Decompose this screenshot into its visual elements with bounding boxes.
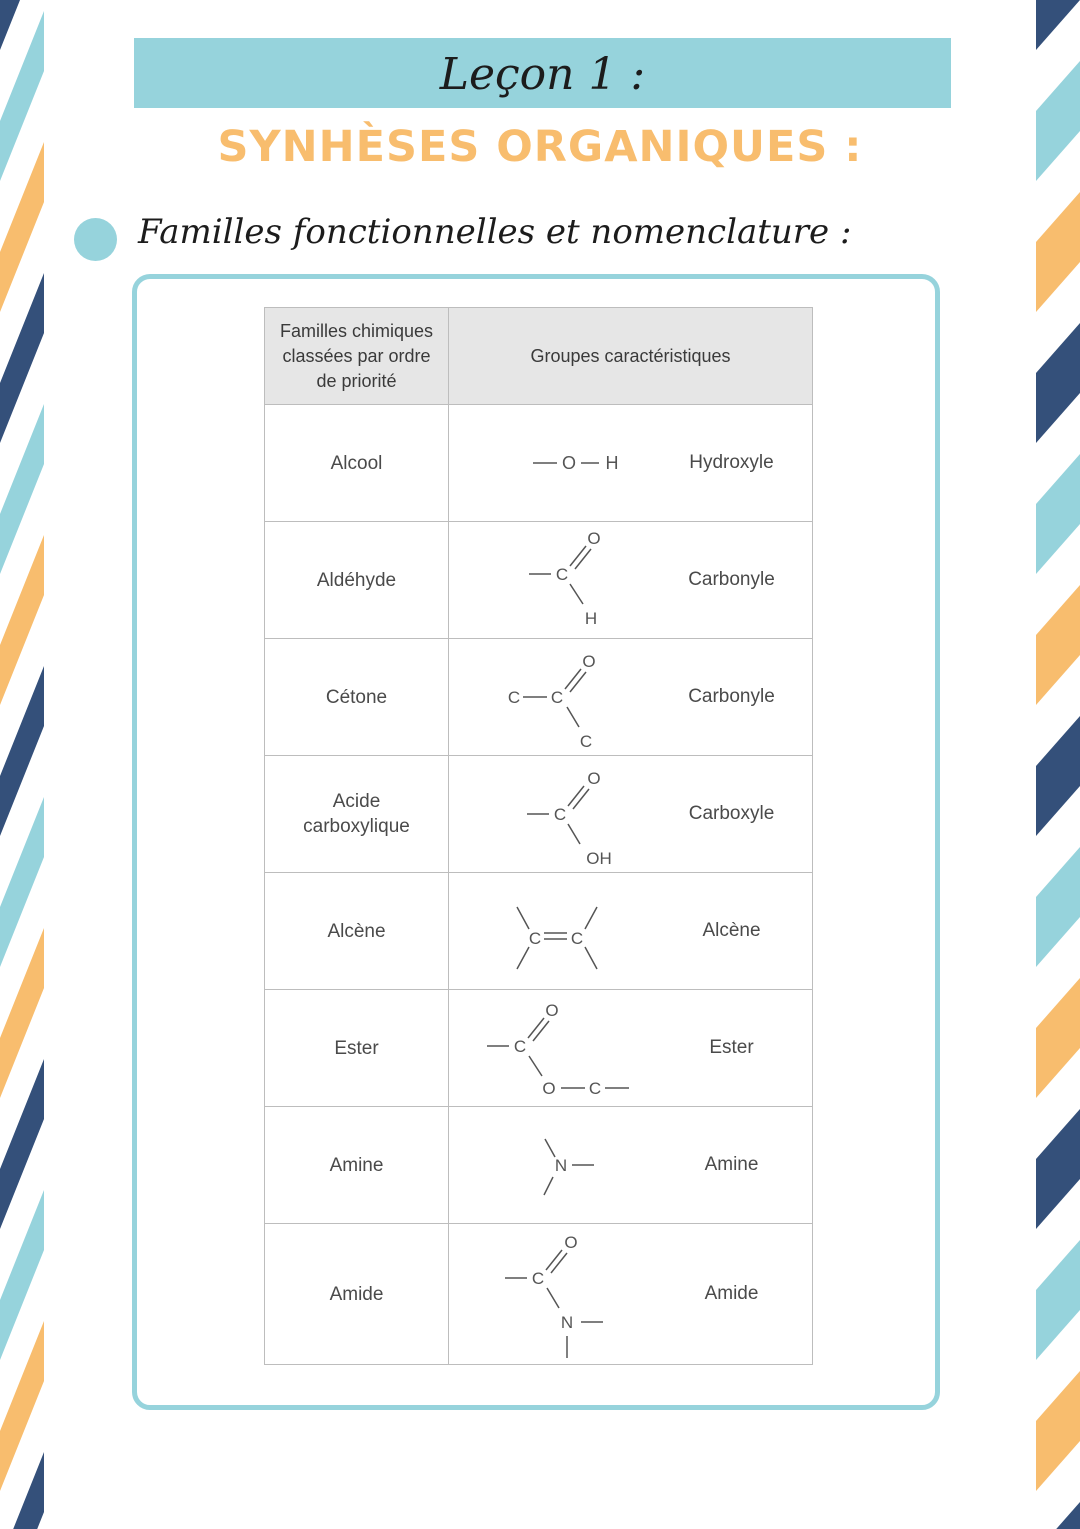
svg-text:N: N — [560, 1313, 574, 1332]
header-groups-text: Groupes caractéristiques — [530, 345, 731, 366]
group-name: Carbonyle — [688, 686, 775, 707]
stripe-segment — [1036, 192, 1080, 312]
svg-text:C: C — [513, 1037, 527, 1056]
atom-label: O — [561, 453, 577, 473]
group-name: Alcène — [702, 920, 761, 941]
main-title: SYNHÈSES ORGANIQUES : — [217, 122, 863, 172]
family-cell — [265, 522, 449, 639]
header-family-text: Familles chimiques classées par ordre de priorité — [279, 320, 434, 391]
group-cell — [449, 1107, 813, 1224]
group-name: Carbonyle — [688, 569, 775, 590]
stripe-segment — [1036, 0, 1080, 50]
family-cell — [265, 1107, 449, 1224]
group-name: Hydroxyle — [689, 452, 774, 473]
table-row — [265, 756, 813, 873]
family-name: Cétone — [325, 686, 388, 708]
stripe-segment — [0, 928, 44, 1098]
stripe-segment — [0, 1190, 44, 1360]
svg-text:C: C — [553, 805, 567, 824]
svg-text:C: C — [528, 929, 542, 948]
stripe-segment — [0, 666, 44, 836]
table-row — [265, 873, 813, 990]
family-name: Alcool — [330, 452, 383, 474]
svg-text:N: N — [554, 1156, 568, 1175]
family-cell — [265, 756, 449, 873]
functional-families-table — [264, 307, 813, 1365]
svg-text:C: C — [555, 565, 569, 584]
table-row — [265, 639, 813, 756]
group-cell — [449, 522, 813, 639]
svg-text:O: O — [545, 1001, 559, 1020]
group-cell — [449, 873, 813, 990]
svg-text:OH: OH — [586, 849, 612, 868]
svg-text:O: O — [587, 529, 601, 548]
atom-label: H — [605, 453, 619, 473]
svg-text:O: O — [542, 1079, 556, 1098]
family-cell — [265, 990, 449, 1107]
table-row — [265, 1107, 813, 1224]
lesson-title: Leçon 1 : — [439, 49, 646, 100]
table-row — [265, 522, 813, 639]
group-name: Amide — [704, 1283, 759, 1304]
group-cell — [449, 756, 813, 873]
svg-text:O: O — [564, 1233, 578, 1252]
stripe-segment — [1036, 323, 1080, 443]
family-name: Aldéhyde — [316, 569, 397, 591]
svg-text:H: H — [584, 609, 598, 628]
family-cell — [265, 1224, 449, 1365]
stripe-segment — [1036, 1240, 1080, 1360]
svg-text:C: C — [507, 688, 521, 707]
group-cell — [449, 405, 813, 522]
left-stripe-border — [0, 0, 44, 1529]
stripe-segment — [0, 404, 44, 574]
stripe-segment — [1036, 847, 1080, 967]
table-row — [265, 1224, 813, 1365]
header-groups-cell — [449, 308, 813, 405]
table-row — [265, 405, 813, 522]
svg-text:C: C — [588, 1079, 602, 1098]
family-cell — [265, 405, 449, 522]
stripe-segment — [1036, 1502, 1080, 1529]
header-family-cell — [265, 308, 449, 405]
section-bullet-dot — [74, 218, 117, 261]
right-stripe-border — [1036, 0, 1080, 1529]
family-name: Acide carboxylique — [303, 791, 410, 837]
svg-text:C: C — [531, 1269, 545, 1288]
section-title: Familles fonctionnelles et nomenclature : — [138, 212, 852, 252]
group-cell — [449, 639, 813, 756]
family-cell — [265, 873, 449, 990]
family-name: Amide — [329, 1283, 384, 1305]
svg-text:O: O — [587, 769, 601, 788]
family-name: Amine — [329, 1154, 384, 1176]
stripe-segment — [1036, 716, 1080, 836]
stripe-segment — [1036, 585, 1080, 705]
table-header-row — [265, 308, 813, 405]
stripe-segment — [1036, 1109, 1080, 1229]
group-cell — [449, 1224, 813, 1365]
stripe-segment — [0, 1321, 44, 1491]
stripe-segment — [0, 1059, 44, 1229]
svg-text:C: C — [570, 929, 584, 948]
group-name: Ester — [709, 1037, 754, 1058]
stripe-segment — [1036, 1371, 1080, 1491]
svg-text:C: C — [579, 732, 593, 751]
stripe-segment — [1036, 978, 1080, 1098]
lesson-header-band — [134, 38, 951, 108]
stripe-segment — [1036, 454, 1080, 574]
svg-text:O: O — [582, 652, 596, 671]
table-row — [265, 990, 813, 1107]
family-cell — [265, 639, 449, 756]
group-name: Carboxyle — [688, 803, 775, 824]
stripe-segment — [0, 535, 44, 705]
stripe-segment — [0, 273, 44, 443]
svg-text:C: C — [550, 688, 564, 707]
family-name: Alcène — [327, 920, 386, 942]
group-name: Amine — [704, 1154, 759, 1175]
group-cell — [449, 990, 813, 1107]
family-name: Ester — [334, 1037, 379, 1059]
stripe-segment — [0, 797, 44, 967]
